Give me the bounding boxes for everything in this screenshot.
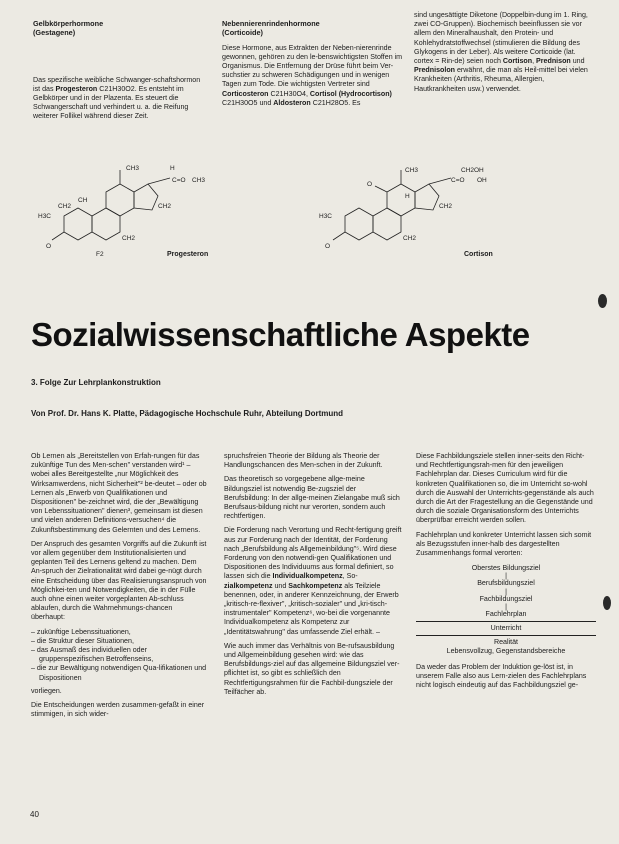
- text: C21H28O5. Es: [310, 98, 361, 107]
- label-ch2b: CH2: [122, 235, 136, 242]
- text: Die Forderung nach Verortung und Recht-fertigung greift aus zur Forderung nach der Identität, der Forderung nach „Berufsbildung als Allgemeinbildung"⁵. Wird diese Forderung von den notwendi-gen Qualifikationen und Dispositionen des Individuums aus formal definiert, so lassen sich die: [224, 526, 402, 581]
- text: C21H30O4,: [268, 89, 310, 98]
- scheme-level: Realität: [493, 638, 519, 647]
- list-item: – das Ausmaß des individuellen oder gruppenspezifischen Betroffenseins,: [31, 646, 154, 664]
- scheme-connector: |: [505, 602, 507, 611]
- scheme-level: Lebensvollzug, Gegenstandsbereiche: [446, 647, 566, 656]
- body-left-column: [31, 452, 208, 724]
- label-h: H: [405, 193, 410, 200]
- label-o2: O: [367, 181, 373, 188]
- article-title: Sozialwissenschaftliche Aspekte: [31, 316, 530, 353]
- text: und: [272, 581, 289, 590]
- label-ch2oh: CH2OH: [461, 167, 484, 174]
- label-co: C=O: [172, 177, 186, 184]
- text: C21H30O5 und: [222, 98, 274, 107]
- paragraph: Die Entscheidungen werden zusammen-gefaßt in einer stimmigen, in sich wider-: [31, 701, 205, 719]
- paragraph: spruchsfreien Theorie der Bildung als Theorie der Handlungschancen des Men-schen in der Zukunft.: [224, 452, 383, 470]
- text: Diese Hormone, aus Extrakten der Neben-nierenrinde gewonnen, gehören zu den le-benswichtigsten Stoffen im Organismus. Die Entfernung der Drüse führt beim Ver-suchstier zu schweren Schädigungen und in wenigen Tagen zum Tode. Die wichtigsten Vertreter sind: [222, 43, 403, 89]
- paragraph: Diese Fachbildungsziele stellen inner-seits den Richt- und Rechtfertigungsrah-men für den jeweiligen Fachlehrplan dar. Dieses Curriculum wird für die konkreten Qualifikationen so, die im Unterricht so-wohl durch die Auswahl der Unterrichts-gegenstände als auch durch die Art der Fragestellung an die Gegenstände und durch die soziale Organisationsform des Unterrichts überprüfbar erreicht werden sollen.: [416, 452, 594, 525]
- curriculum-scheme: [416, 564, 596, 656]
- criteria-list: [31, 628, 208, 683]
- label-ch: CH: [78, 197, 88, 204]
- text: und: [570, 57, 585, 66]
- heading-line-2: (Corticoide): [222, 28, 263, 38]
- text: ,: [532, 57, 537, 66]
- label-ch3b: CH3: [192, 177, 206, 184]
- scheme-level: Berufsbildungsziel: [477, 579, 535, 588]
- bold-term: Cortisol (Hydrocortison): [309, 89, 392, 98]
- bold-term: zialkompetenz: [224, 581, 273, 590]
- label-h3c: H3C: [319, 213, 333, 220]
- label-ch2c: CH2: [58, 203, 72, 210]
- label-o1: O: [325, 243, 331, 250]
- paragraph: Da weder das Problem der Induktion ge-löst ist, in unserem Falle also aus Lern-zielen des Fachlehrplans nicht logisch eindeutig auf das Fachbildungsziel ge-: [416, 662, 587, 690]
- bold-term: Aldosteron: [273, 98, 311, 107]
- text: Das spezifische weibliche Schwanger-schaftshormon ist das: [33, 75, 201, 93]
- list-item: – zukünftige Lebenssituationen,: [31, 627, 131, 636]
- bold-term: Prednison: [536, 57, 571, 66]
- list-item: – die Struktur dieser Situationen,: [31, 636, 134, 645]
- section-heading-corticoide: [222, 19, 404, 38]
- series-subtitle: 3. Folge Zur Lehrplankonstruktion: [31, 378, 161, 387]
- bold-term: Corticosteron: [222, 89, 269, 98]
- section-heading-gelbkoerper: [33, 19, 205, 38]
- scheme-connector: |: [505, 572, 507, 581]
- corticoide-paragraph: [222, 44, 404, 108]
- progesteron-paragraph: [33, 76, 205, 122]
- label-h: H: [170, 165, 175, 172]
- text: , So-: [342, 572, 358, 581]
- label-ch3: CH3: [405, 167, 419, 174]
- diketone-paragraph: [414, 11, 594, 94]
- paragraph: vorliegen.: [31, 686, 62, 695]
- label-ch3: CH3: [126, 165, 140, 172]
- list-item: – die zur Bewältigung notwendigen Qua-lifikationen und Dispositionen: [31, 664, 207, 682]
- punch-hole-mark: [598, 294, 607, 308]
- label-oh: OH: [477, 177, 487, 184]
- body-middle-column: [224, 452, 403, 702]
- scheme-level: Fachbildungsziel: [479, 594, 533, 603]
- cortison-caption: Cortison: [464, 251, 493, 258]
- top-right-column: [414, 11, 594, 99]
- label-f2: F2: [96, 251, 104, 258]
- label-co: C=O: [451, 177, 465, 184]
- paragraph: Der Anspruch des gesamten Vorgriffs auf die Zukunft ist vor allem gegenüber dem Institutionalisierten und geplanten Teil des Lernens geltend zu machen. Dem An-spruch der Zielrationalität wird dabei ge-nügt durch eine Entscheidung über das Realisierungsanspruch von Möglichkei-ten und Notwendigkeiten, die in der Fülle auch ohne einen weiter vorgeplanten Ab-schluss ablaufen, durch die Wahrnehmungs-chancen überhaupt:: [31, 539, 207, 622]
- text: sind ungesättigte Diketone (Doppelbin-dung im 1. Ring, zwei CO-Gruppen). Biochemisch beeinflussen sie vor allem den Mineralhaushalt, den Protein- und Kohlehydratstoffwechsel (stimulieren die Bildung des Glykogens in der Leber). Als weitere Corticoide (lat. cortex = Rin-de) seien noch: [414, 11, 588, 66]
- paragraph: Das theoretisch so vorgegebene allge-meine Bildungsziel ist notwendig Be-zugsziel der Berufsbildung: In der allge-meinen Zielangabe muß sich Berufsaus-bildung nicht nur verorten, sondern auch rechtfertigen.: [224, 475, 400, 521]
- paragraph: Fachlehrplan und konkreter Unterricht lassen sich somit als Bezugsstufen inner-halb des dargestellten Zusammenhangs formal verorten:: [416, 530, 592, 558]
- bold-term: Individualkompetenz: [272, 572, 343, 581]
- top-middle-column: [222, 19, 404, 113]
- text: C21H30O2. Es entsteht im Gelbkörper und in der Plazenta. Es steuert die Schwangerschaft und verhindert u. a. die Reifung weiterer Follikel während dieser Zeit.: [33, 84, 189, 121]
- paragraph: Wie auch immer das Verhältnis von Be-rufsausbildung und Allgemeinbildung gesehen wird: wie das Berufsbildungs-ziel auf das allgemeine Bildungsziel ver-pflichtet ist, so gibt es schließlich den Rechtfertigungsrahmen für die Fachbil-dungsziele der Teilfächer ab.: [224, 641, 400, 696]
- page-number: 40: [30, 810, 39, 819]
- text: als Teilziele benennen, oder, in anderer Kennzeichnung, der Erwerb „kritisch-re-flexiver", „kritisch-sozialer" und „kri-tisch-instrumentaler" Kompetenz⁶, wo-bei die vorgenannte Individualkompetenz als Kompetenz zur „Identitätswahrung" das umfassende Ziel erhält. –: [224, 581, 399, 636]
- label-o: O: [46, 243, 52, 250]
- text: erwähnt, die man als Heil-mittel bei vielen Krankheiten (Arthritis, Rheuma, Allergien, Hautkrankheiten usw.) verwendet.: [414, 66, 588, 93]
- scheme-level: Oberstes Bildungsziel: [471, 564, 541, 573]
- author-line: Von Prof. Dr. Hans K. Platte, Pädagogische Hochschule Ruhr, Abteilung Dortmund: [31, 409, 344, 418]
- scheme-level: Fachlehrplan: [485, 609, 527, 618]
- label-ch2a: CH2: [158, 203, 172, 210]
- progesteron-caption: Progesteron: [167, 251, 209, 258]
- heading-line-1: Nebennierenrindenhormone: [222, 19, 320, 28]
- body-right-column: [416, 452, 596, 695]
- label-h3c: H3C: [38, 213, 52, 220]
- bold-term: Prednisolon: [414, 66, 455, 75]
- bold-term: Sachkompetenz: [288, 581, 343, 590]
- punch-hole-mark: [603, 596, 611, 610]
- paragraph: [224, 526, 403, 636]
- bold-term: Cortison: [502, 57, 533, 66]
- scheme-connector: |: [505, 587, 507, 596]
- paragraph: Ob Lernen als „Bereitstellen von Erfah-rungen für das zukünftige Tun des Men-schen" verstanden wird¹ – wobei alles Bereitgestellte „nur Möglichkeit des Wirksamwerdens, nicht Sicherheit"² be-deutet – oder ob Lernen als „Erwerb von Qualifikationen und Dispositionen" be-zeichnet wird, die der „Bewältigung von Lebenssituationen" dienen³, gemeinsam ist diesen und vielen anderen Definitions-versuchen⁴ die Zukunftsbestimmung des Gelernten und des Lernens.: [31, 452, 207, 534]
- heading-line-2: (Gestagene): [33, 28, 76, 38]
- scheme-level: Unterricht: [490, 624, 522, 633]
- top-left-column: [33, 19, 205, 127]
- scheme-divider: [416, 635, 596, 636]
- label-ch2b: CH2: [403, 235, 417, 242]
- heading-line-1: Gelbkörperhormone: [33, 19, 104, 28]
- bold-term: Progesteron: [55, 84, 98, 93]
- label-ch2a: CH2: [439, 203, 453, 210]
- scheme-divider: [416, 621, 596, 622]
